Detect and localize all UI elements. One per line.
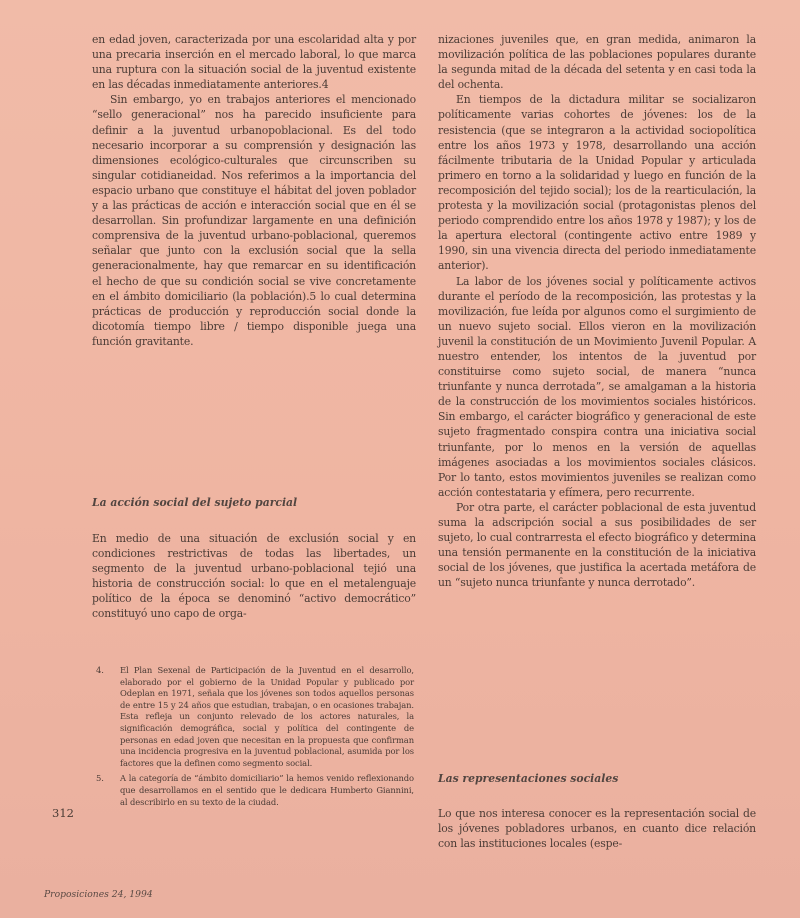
footnote-5 — [96, 773, 414, 808]
left-column — [92, 32, 416, 349]
footnote-4 — [96, 665, 414, 769]
left-paragraph-2: Sin embargo, yo en trabajos anteriores el mencionado “sello generacional” nos ha parecido insuficiente para definir a la juventud urbanopoblacional. Es del todo necesario incorporar a su comprensión y designación las dimensiones ecológico-culturales que circunscriben su singular cotidianeidad. Nos referimos a la importancia del espacio urbano que constituye el hábitat del joven poblador y a las prácticas de acción e interacción social que en él se desarrollan. Sin profundizar largamente en una definición comprensiva de la juventud urbano-poblacional, queremos señalar que junto con la exclusión social que la sella generacionalmente, hay que remarcar en su identificación el hecho de que su condición social se vive concretamente en el ámbito domiciliario (la población).5 lo cual determina prácticas de producción y reproducción social donde la dicotomía tiempo libre / tiempo disponible juega una función gravitante. — [92, 93, 416, 348]
right-column — [438, 32, 756, 590]
right-paragraph-2: En tiempos de la dictadura militar se socializaron políticamente varias cohortes de jóvenes: los de la resistencia (que se integraron a la actividad sociopolítica entre los años 1973 y 1978, desarrollando una acción fácilmente tributaria de la Unidad Popular y articulada primero en torno a la solidaridad y luego en función de la recomposición del tejido social); los de la rearticulación, la protesta y la movilización social (protagonistas plenos del periodo comprendido entre los años 1978 y 1987); y los de la apertura electoral (contingente activo entre 1989 y 1990, sin una vivencia directa del periodo inmediatamente anterior). — [438, 93, 756, 273]
right-lower-paragraph: Lo que nos interesa conocer es la representación social de los jóvenes pobladores urbanos, en cuanto dice relación con las instituciones locales (espe- — [438, 807, 756, 851]
left-paragraph-1: en edad joven, caracterizada por una escolaridad alta y por una precaria inserción en el mercado laboral, lo que marca una ruptura con la situación social de la juventud existente en las décadas inmediatamente anteriores.4 — [92, 33, 416, 92]
footnote-number: 5. — [96, 773, 104, 784]
journal-footer: Proposiciones 24, 1994 — [44, 889, 153, 900]
footnotes — [96, 665, 414, 812]
left-lower-block — [92, 531, 416, 622]
left-section-title: La acción social del sujeto parcial — [92, 496, 298, 509]
right-paragraph-3: La labor de los jóvenes social y políticamente activos durante el período de la recomposición, las protestas y la movilización, fue leída por algunos como el surgimiento de un nuevo sujeto social. Ellos vieron en la movilización juvenil la constitución de un Movimiento Juvenil Popular. A nuestro entender, los intentos de la juventud por constituirse como sujeto social, de manera “nunca triunfante y nunca derrotada”, se amalgaman a la historia de la construcción de los movimientos sociales históricos. Sin embargo, el carácter biográfico y generacional de este sujeto fragmentado conspira contra una iniciativa social triunfante, por lo menos en la versión de aquellas imágenes asociadas a los movimientos sociales clásicos. Por lo tanto, estos movimientos juveniles se realizan como acción contestataria y efímera, pero recurrente. — [438, 274, 756, 499]
right-paragraph-1: nizaciones juveniles que, en gran medida, animaron la movilización política de las poblaciones populares durante la segunda mitad de la década del setenta y en casi toda la del ochenta. — [438, 33, 756, 92]
right-lower-block — [438, 806, 756, 851]
left-lower-paragraph: En medio de una situación de exclusión social y en condiciones restrictivas de todas las libertades, un segmento de la juventud urbano-poblacional tejió una historia de construcción social: lo que en el metalenguaje político de la época se denominó “activo democrático” constituyó uno capo de orga- — [92, 532, 416, 621]
footnote-text: El Plan Sexenal de Participación de la Juventud en el desarrollo, elaborado por el gobierno de la Unidad Popular y publicado por Odeplan en 1971, señala que los jóvenes son todos aquellos personas de entre 15 y 24 años que estudian, trabajan, o en ocasiones trabajan. Esta refleja un conjunto relevado de los actores naturales, la significación demográfica, social y política del contingente de personas en edad joven que necesitan en la propuesta que confirman una incidencia progresiva en la juventud poblacional, asumida por los factores que la definen como segmento social. — [120, 665, 414, 768]
footnote-text: A la categoría de “ámbito domiciliario” la hemos venido reflexionando que desarrollamos en el sentido que le dedicara Humberto Giannini, al describirlo en su texto de la ciudad. — [120, 773, 414, 807]
footnote-number: 4. — [96, 665, 104, 675]
page-number: 312 — [52, 806, 74, 820]
right-paragraph-4: Por otra parte, el carácter poblacional de esta juventud suma la adscripción social a sus posibilidades de ser sujeto, lo cual contrarresta el efecto biográfico y determina una tensión permanente en la constitución de la iniciativa social de los jóvenes, que justifica la acertada metáfora de un “sujeto nunca triunfante y nunca derrotado”. — [438, 500, 756, 590]
right-section-title: Las representaciones sociales — [438, 772, 619, 785]
